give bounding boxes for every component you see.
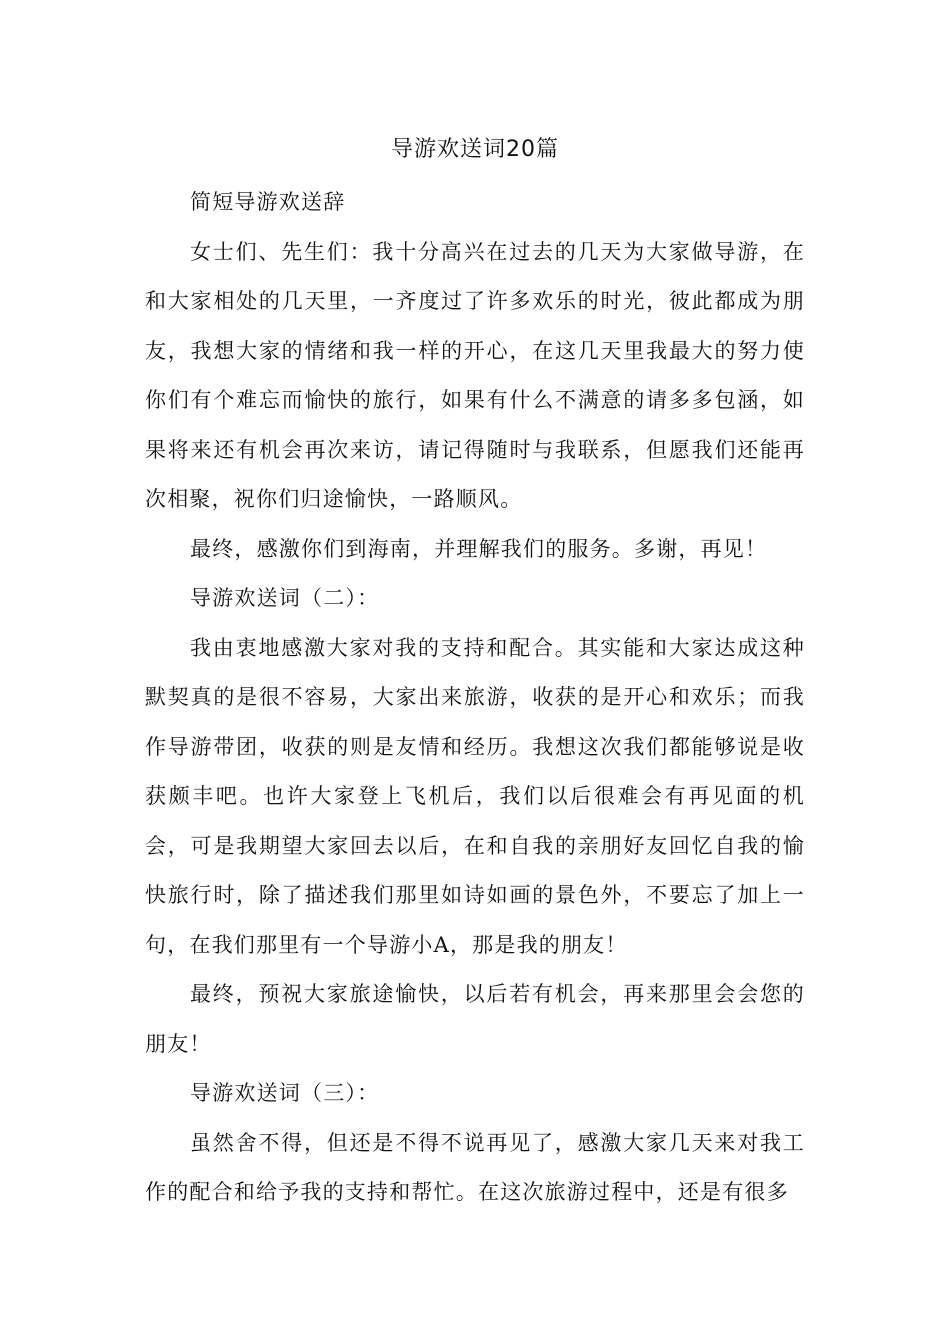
document-title: 导游欢送词20篇 <box>391 137 559 162</box>
document-body <box>145 178 805 1218</box>
paragraph: 虽然舍不得，但还是不得不说再见了，感激大家几天来对我工作的配合和给予我的支持和帮忙。在这次旅游过程中，还是有很多 <box>145 1130 805 1204</box>
paragraph: 最终，预祝大家旅途愉快，以后若有机会，再来那里会会您的朋友！ <box>145 982 805 1056</box>
paragraph-heading: 导游欢送词（二）： <box>190 586 380 610</box>
paragraph: 女士们、先生们：我十分高兴在过去的几天为大家做导游，在和大家相处的几天里，一齐度过了许多欢乐的时光，彼此都成为朋友，我想大家的情绪和我一样的开心，在这几天里我最大的努力使你们有个难忘而愉快的旅行，如果有什么不满意的请多多包涵，如果将来还有机会再次来访，请记得随时与我联系，但愿我们还能再次相聚，祝你们归途愉快，一路顺风。 <box>145 239 805 511</box>
paragraph-heading: 导游欢送词（三）： <box>190 1081 380 1105</box>
paragraph: 我由衷地感激大家对我的支持和配合。其实能和大家达成这种默契真的是很不容易，大家出来旅游，收获的是开心和欢乐；而我作导游带团，收获的则是友情和经历。我想这次我们都能够说是收获颇丰吧。也许大家登上飞机后，我们以后很难会有再见面的机会，可是我期望大家回去以后，在和自我的亲朋好友回忆自我的愉快旅行时，除了描述我们那里如诗如画的景色外，不要忘了加上一句，在我们那里有一个导游小A，那是我的朋友！ <box>145 635 805 957</box>
paragraph: 最终，感激你们到海南，并理解我们的服务。多谢，再见！ <box>190 536 768 561</box>
paragraph-subtitle: 简短导游欢送辞 <box>190 190 346 214</box>
